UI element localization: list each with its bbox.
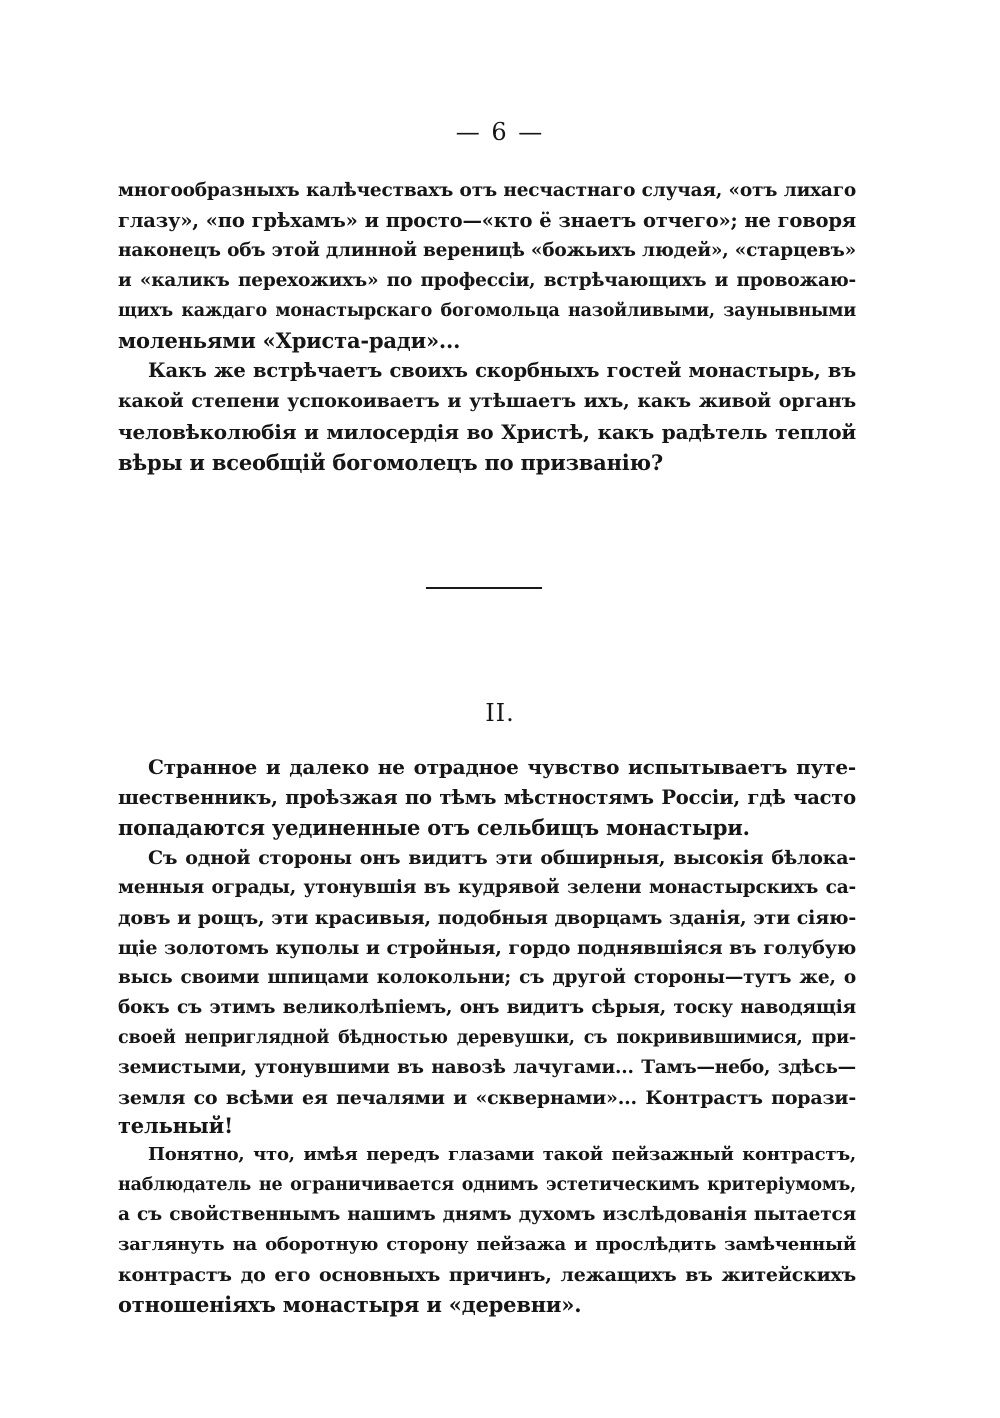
text-line: земистыми, утонувшими въ навозѣ лачугами... Тамъ—небо, здѣсь—: [118, 1057, 856, 1078]
text-line: а съ свойственнымъ нашимъ днямъ духомъ изслѣдованія пытается: [118, 1204, 856, 1225]
text-line: Какъ же встрѣчаетъ своихъ скорбныхъ гостей монастырь, въ: [148, 359, 856, 382]
text-line: глазу», «по грѣхамъ» и просто—«кто ё знаетъ отчего»; не говоря: [118, 209, 856, 232]
page-number: — 6 —: [455, 118, 545, 146]
text-line: земля со всѣми ея печалями и «сквернами»... Контрастъ порази-: [118, 1087, 856, 1109]
text-line: наконецъ объ этой длинной вереницѣ «божьихъ людей», «старцевъ»: [118, 240, 856, 261]
text-line: щихъ каждаго монастырскаго богомольца назойливыми, заунывными: [118, 301, 856, 321]
text-line: шественникъ, проѣзжая по тѣмъ мѣстностямъ Россіи, гдѣ часто: [118, 786, 856, 809]
text-line: человѣколюбія и милосердія во Христѣ, какъ радѣтель теплой: [118, 420, 856, 444]
text-line: вѣры и всеобщій богомолецъ по призванію?: [118, 450, 663, 475]
text-line: многообразныхъ калѣчествахъ отъ несчастнаго случая, «отъ лихаго: [118, 180, 856, 201]
text-line: и «каликъ перехожихъ» по профессіи, встрѣчающихъ и провожаю-: [118, 270, 856, 291]
text-line: заглянуть на оборотную сторону пейзажа и прослѣдить замѣченный: [118, 1234, 856, 1255]
text-line: какой степени успокоиваетъ и утѣшаетъ ихъ, какъ живой органъ: [118, 390, 856, 412]
section-divider: [426, 587, 542, 589]
text-line: попадаются уединенные отъ сельбищъ монастыри.: [118, 815, 750, 840]
text-line: Странное и далеко не отрадное чувство испытываетъ путе-: [148, 755, 856, 779]
text-line: своей неприглядной бѣдностью деревушки, съ покривившимися, при-: [118, 1028, 856, 1048]
text-line: моленьями «Христа-ради»...: [118, 328, 461, 353]
text-line: наблюдатель не ограничивается однимъ эстетическимъ критеріумомъ,: [118, 1175, 856, 1195]
section-heading: II.: [485, 699, 515, 727]
text-line: довъ и рощъ, эти красивыя, подобныя дворцамъ зданія, эти сіяю-: [118, 907, 856, 929]
text-line: контрастъ до его основныхъ причинъ, лежащихъ въ житейскихъ: [118, 1264, 856, 1286]
text-line: высь своими шпицами колокольни; съ другой стороны—тутъ же, о: [118, 967, 856, 988]
text-line: Понятно, что, имѣя передъ глазами такой пейзажный контрастъ,: [148, 1144, 856, 1165]
text-line: менныя ограды, утонувшія въ кудрявой зелени монастырскихъ са-: [118, 877, 856, 898]
text-line: бокъ съ этимъ великолѣпіемъ, онъ видитъ сѣрыя, тоску наводящія: [118, 997, 856, 1018]
text-line: отношеніяхъ монастыря и «деревни».: [118, 1292, 582, 1317]
text-line: щіе золотомъ куполы и стройныя, гордо поднявшіяся въ голубую: [118, 937, 856, 959]
text-line: Съ одной стороны онъ видитъ эти обширныя, высокія бѣлока-: [148, 847, 856, 869]
text-line: тельный!: [118, 1113, 234, 1138]
